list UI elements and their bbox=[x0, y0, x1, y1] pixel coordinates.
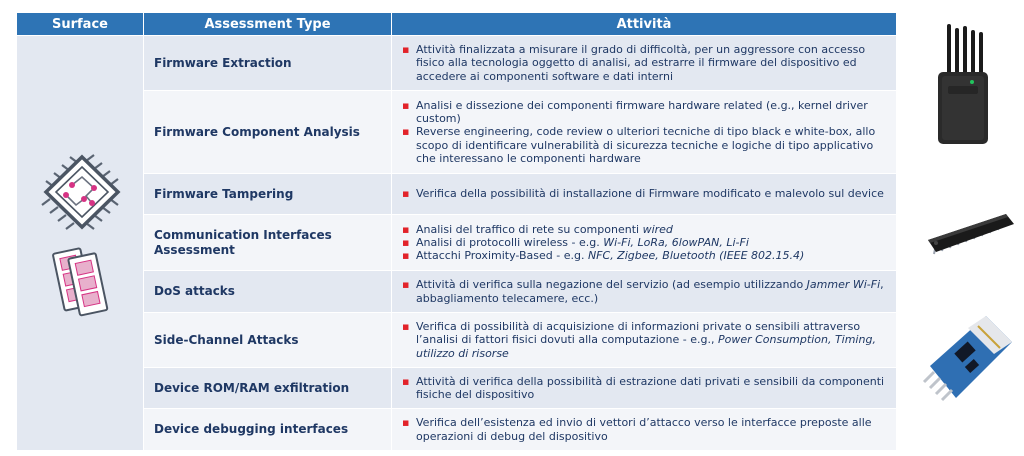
activity-text: Reverse engineering, code review o ulteriori tecniche di tipo black e white-box, allo scopo di identificare vulnerabilità di sicurezza tecniche e logiche di tipo applicativo che interessano le componenti hardware bbox=[416, 125, 876, 165]
activity-item bbox=[402, 187, 888, 200]
table-row bbox=[17, 368, 897, 409]
activity-emphasis: Wi-Fi, LoRa, 6lowPAN, Li-Fi bbox=[603, 235, 749, 249]
table-row bbox=[17, 313, 897, 368]
assessment-type-cell: Device ROM/RAM exfiltration bbox=[144, 368, 392, 409]
activity-cell bbox=[392, 36, 897, 91]
surface-cell bbox=[17, 36, 144, 451]
table-row bbox=[17, 215, 897, 271]
activity-item bbox=[402, 99, 888, 125]
activity-cell bbox=[392, 409, 897, 451]
assessment-type-cell: Firmware Extraction bbox=[144, 36, 392, 91]
table-row bbox=[17, 271, 897, 313]
header-assessment-type: Assessment Type bbox=[144, 13, 392, 36]
header-surface: Surface bbox=[17, 13, 144, 36]
assessment-type-cell: Side-Channel Attacks bbox=[144, 313, 392, 368]
activity-text: Verifica di possibilità di acquisizione di informazioni private o sensibili attraverso l’analisi di fattori fisici dovuti alla computazione - e.g., bbox=[416, 320, 861, 347]
activity-item bbox=[402, 223, 888, 236]
assessment-type-cell: Communication Interfaces Assessment bbox=[144, 215, 392, 271]
activity-cell bbox=[392, 271, 897, 313]
table-row bbox=[17, 36, 897, 91]
activity-item bbox=[402, 375, 888, 401]
activity-text: Attività finalizzata a misurare il grado di difficoltà, per un aggressore con accesso fisico alla tecnologia oggetto di analisi, ad estrarre il firmware del dispositivo ed accedere ai componenti software e dati interni bbox=[416, 43, 866, 83]
activity-text: Analisi e dissezione dei componenti firmware hardware related (e.g., kernel driver custom) bbox=[416, 98, 868, 126]
activity-text: Analisi del traffico di rete su componenti bbox=[416, 222, 643, 236]
activity-item bbox=[402, 320, 888, 360]
assessment-type-cell: DoS attacks bbox=[144, 271, 392, 313]
dip-chip-photo bbox=[922, 210, 1018, 266]
memory-module-icon bbox=[53, 245, 108, 318]
activity-item bbox=[402, 125, 888, 165]
circuit-chip-icon bbox=[42, 155, 118, 229]
activity-text: Attacchi Proximity-Based - e.g. bbox=[416, 249, 588, 263]
activity-text: Verifica della possibilità di installazione di Firmware modificato e malevolo sul device bbox=[416, 187, 884, 201]
activity-emphasis: Power Consumption, Timing, utilizzo di risorse bbox=[416, 333, 876, 360]
activity-cell bbox=[392, 313, 897, 368]
activity-emphasis: NFC, Zigbee, Bluetooth (IEEE 802.15.4) bbox=[587, 249, 805, 263]
activity-item bbox=[402, 43, 888, 83]
activity-cell bbox=[392, 368, 897, 409]
activity-cell bbox=[392, 215, 897, 271]
assessment-table bbox=[16, 12, 897, 451]
header-activity: Attività bbox=[392, 13, 897, 36]
table-row bbox=[17, 174, 897, 215]
activity-emphasis: Jammer Wi-Fi bbox=[806, 278, 881, 292]
activity-cell bbox=[392, 91, 897, 174]
activity-emphasis: wired bbox=[642, 222, 673, 236]
table-header-row bbox=[17, 13, 897, 36]
bluetooth-module-photo bbox=[920, 310, 1016, 414]
wifi-jammer-photo bbox=[928, 20, 994, 146]
assessment-type-cell: Device debugging interfaces bbox=[144, 409, 392, 451]
activity-text: Analisi di protocolli wireless - e.g. bbox=[416, 235, 604, 249]
activity-item bbox=[402, 249, 888, 262]
activity-cell bbox=[392, 174, 897, 215]
surface-icons bbox=[34, 141, 126, 341]
activity-item bbox=[402, 278, 888, 304]
activity-item bbox=[402, 416, 888, 442]
table-row bbox=[17, 409, 897, 451]
activity-item bbox=[402, 236, 888, 249]
activity-text: Verifica dell’esistenza ed invio di vettori d’attacco verso le interfacce preposte alle operazioni di debug del dispositivo bbox=[416, 416, 872, 443]
activity-text: Attività di verifica della possibilità di estrazione dati privati e sensibili da componenti fisiche del dispositivo bbox=[416, 374, 885, 401]
table-row bbox=[17, 91, 897, 174]
activity-text: Attività di verifica sulla negazione del servizio (ad esempio utilizzando bbox=[416, 278, 807, 292]
assessment-type-cell: Firmware Component Analysis bbox=[144, 91, 392, 174]
activity-text: , abbagliamento telecamere, ecc.) bbox=[416, 278, 884, 305]
assessment-type-cell: Firmware Tampering bbox=[144, 174, 392, 215]
